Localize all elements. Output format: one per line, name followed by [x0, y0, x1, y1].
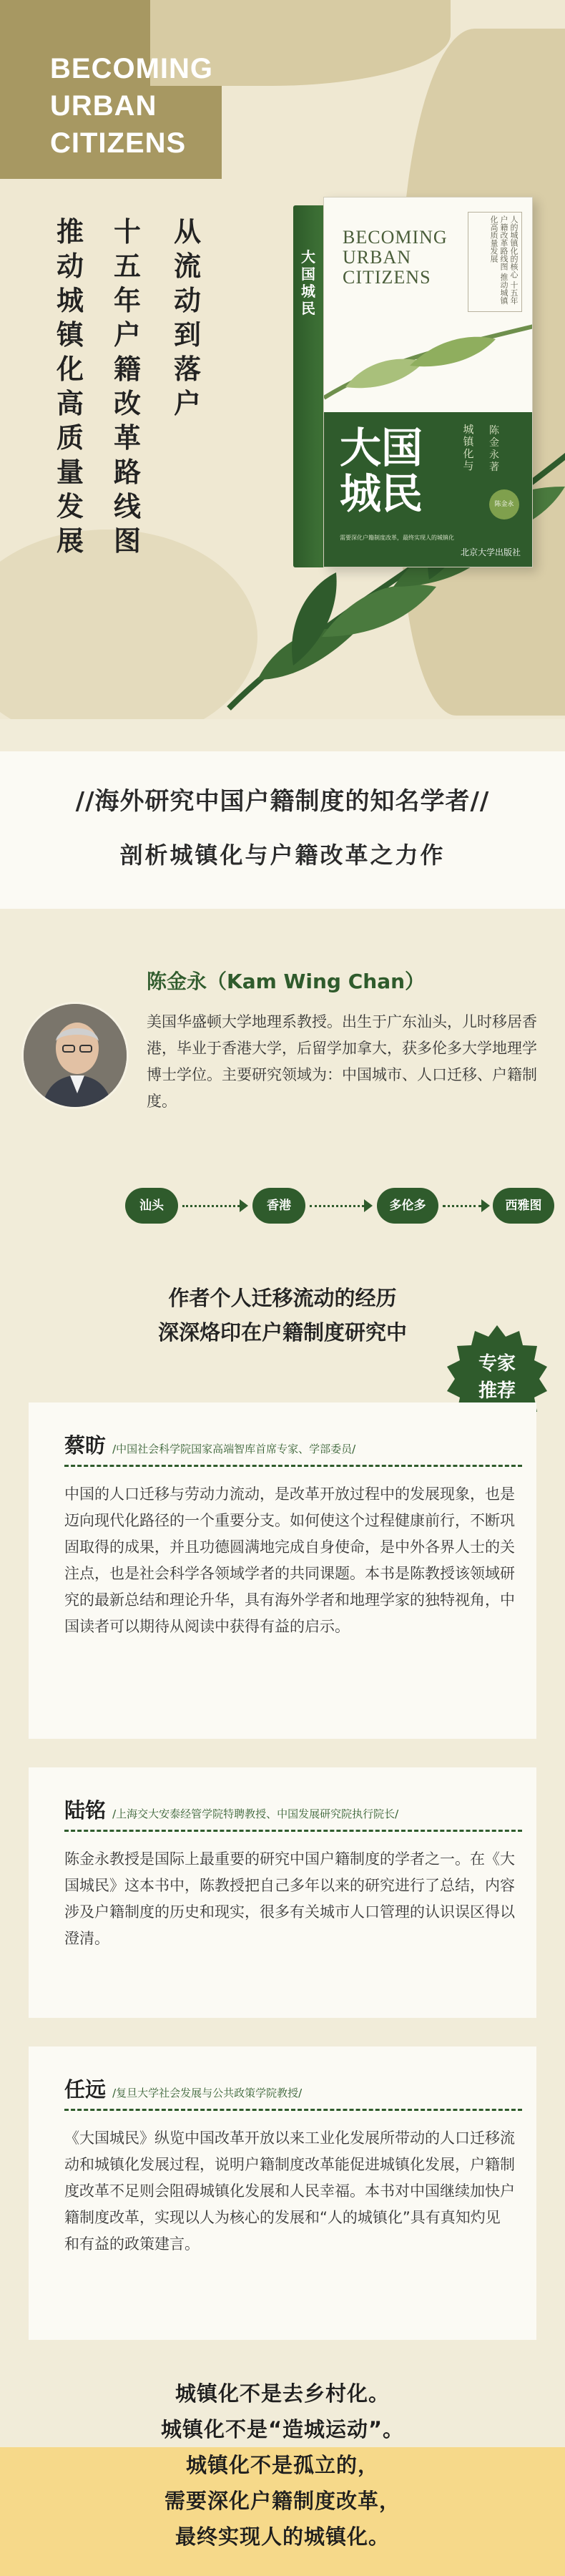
expert-name: 蔡昉	[64, 1433, 107, 1458]
expert-affiliation: /复旦大学社会发展与公共政策学院教授/	[112, 2087, 303, 2099]
expert-card	[29, 2046, 536, 2340]
expert-card-header	[64, 1430, 522, 1467]
hero-vertical-slogan-2: 十五年户籍改革路线图	[113, 215, 141, 557]
expert-card	[29, 1402, 536, 1739]
slogan-banner	[0, 751, 565, 909]
cover-author-stamp: 陈金永	[489, 489, 519, 519]
expert-affiliation: /上海交大安泰经管学院特聘教授、中国发展研究院执行院长/	[112, 1807, 399, 1820]
timeline-node: 西雅图	[493, 1188, 554, 1224]
expert-quote: 中国的人口迁移与劳动力流动，是改革开放过程中的发展现象，也是迈向现代化路径的一个重要分支。如何使这个过程健康前行，不断巩固取得的成果，并且功德圆满地完成自身使命，是中外各界人士的关注点，也是社会科学各领域学者的共同课题。本书是陈教授该领域研究的最新总结和理论升华，具有海外学者和地理学家的独特视角，中国读者可以期待从阅读中获得有益的启示。	[64, 1485, 515, 1635]
timeline-connector	[443, 1205, 481, 1208]
cover-title-line: URBAN	[343, 247, 412, 268]
hero-section	[0, 0, 565, 719]
cover-leaf-illustration	[324, 319, 533, 405]
timeline-node: 香港	[252, 1188, 305, 1224]
expert-name: 陆铭	[64, 1798, 107, 1823]
expert-badge-label	[443, 1350, 551, 1405]
footer-line: 城镇化不是孤立的，	[185, 2453, 379, 2477]
arrow-right-icon	[481, 1199, 490, 1212]
cover-tagline-box: 人的城镇化的核心 十五年户籍改革路线图 推动城镇化高质量发展	[468, 212, 522, 312]
slogan-line-2: 剖析城镇化与户籍改革之力作	[119, 841, 446, 869]
footer-line: 城镇化不是“造城运动”。	[160, 2417, 405, 2441]
slogan-line-1: //海外研究中国户籍制度的知名学者//	[75, 787, 490, 816]
timeline-connector	[182, 1205, 240, 1208]
hero-english-title	[50, 50, 265, 162]
spine-title: 大国城民	[301, 248, 315, 317]
cover-vertical-subtitle: 城镇化与	[463, 423, 474, 472]
timeline-node: 多伦多	[377, 1188, 438, 1224]
expert-affiliation: /中国社会科学院国家高端智库首席专家、学部委员/	[112, 1443, 356, 1455]
author-portrait-illustration	[24, 1004, 129, 1109]
expert-badge-line: 专家	[478, 1353, 516, 1375]
footer-statement	[0, 2376, 565, 2555]
expert-card-header	[64, 2074, 522, 2111]
cover-big-line: 城民	[340, 469, 423, 518]
cover-publisher: 北京大学出版社	[460, 547, 521, 557]
footer-section	[0, 2376, 565, 2576]
footer-line: 需要深化户籍制度改革，	[164, 2489, 401, 2513]
cover-blurb: 需要深化户籍制度改革，最终实现人的城镇化	[340, 535, 454, 541]
hero-title-line: BECOMING	[50, 53, 213, 84]
hero-title-line: CITIZENS	[50, 127, 187, 159]
expert-quote: 陈金永教授是国际上最重要的研究中国户籍制度的学者之一。在《大国城民》这本书中，陈教授把自己多年以来的研究进行了总结，内容涉及户籍制度的历史和现实，很多有关城市人口管理的认识误区得以澄清。	[64, 1850, 515, 1947]
cover-title-line: BECOMING	[343, 227, 448, 248]
book-spine	[293, 205, 323, 567]
expert-card-header	[64, 1795, 522, 1832]
expert-name: 任远	[64, 2077, 107, 2102]
cover-title-line: CITIZENS	[343, 267, 431, 288]
expert-badge-line: 推荐	[478, 1380, 516, 1402]
expert-quote: 《大国城民》纵览中国改革开放以来工业化发展所带动的人口迁移流动和城镇化发展过程，说明户籍制度改革能促进城镇化发展，户籍制度改革不足则会阻碍城镇化发展和人民幸福。本书对中国继续加快户籍制度改革，实现以人为核心的发展和“人的城镇化”具有真知灼见和有益的政策建言。	[64, 2129, 515, 2253]
footer-line: 最终实现人的城镇化。	[175, 2524, 390, 2549]
timeline-node: 汕头	[125, 1188, 178, 1224]
expert-card	[29, 1767, 536, 2018]
migration-timeline	[125, 1188, 554, 1231]
author-name: 陈金永（Kam Wing Chan）	[147, 970, 426, 993]
author-avatar	[21, 1002, 129, 1109]
author-bio: 美国华盛顿大学地理系教授。出生于广东汕头，儿时移居香港，毕业于香港大学，后留学加拿大，获多伦多大学地理学博士学位。主要研究领域为：中国城市、人口迁移、户籍制度。	[147, 1013, 537, 1110]
book-image	[293, 197, 533, 569]
hero-vertical-slogan-1: 从流动到落户	[173, 215, 201, 419]
hero-title-line: URBAN	[50, 90, 157, 122]
author-note-line: 作者个人迁移流动的经历	[168, 1286, 397, 1310]
cover-english-title	[343, 228, 448, 288]
cover-chinese-title	[340, 425, 423, 517]
author-note-line: 深深烙印在户籍制度研究中	[157, 1320, 407, 1345]
timeline-connector	[310, 1205, 364, 1208]
footer-line: 城镇化不是去乡村化。	[175, 2381, 390, 2406]
cover-author: 陈金永 著	[489, 425, 499, 473]
book-cover	[323, 197, 533, 567]
cover-big-line: 大国	[340, 424, 423, 472]
hero-vertical-slogan-3: 推动城镇化高质量发展	[56, 215, 84, 557]
arrow-right-icon	[364, 1199, 373, 1212]
arrow-right-icon	[240, 1199, 248, 1212]
